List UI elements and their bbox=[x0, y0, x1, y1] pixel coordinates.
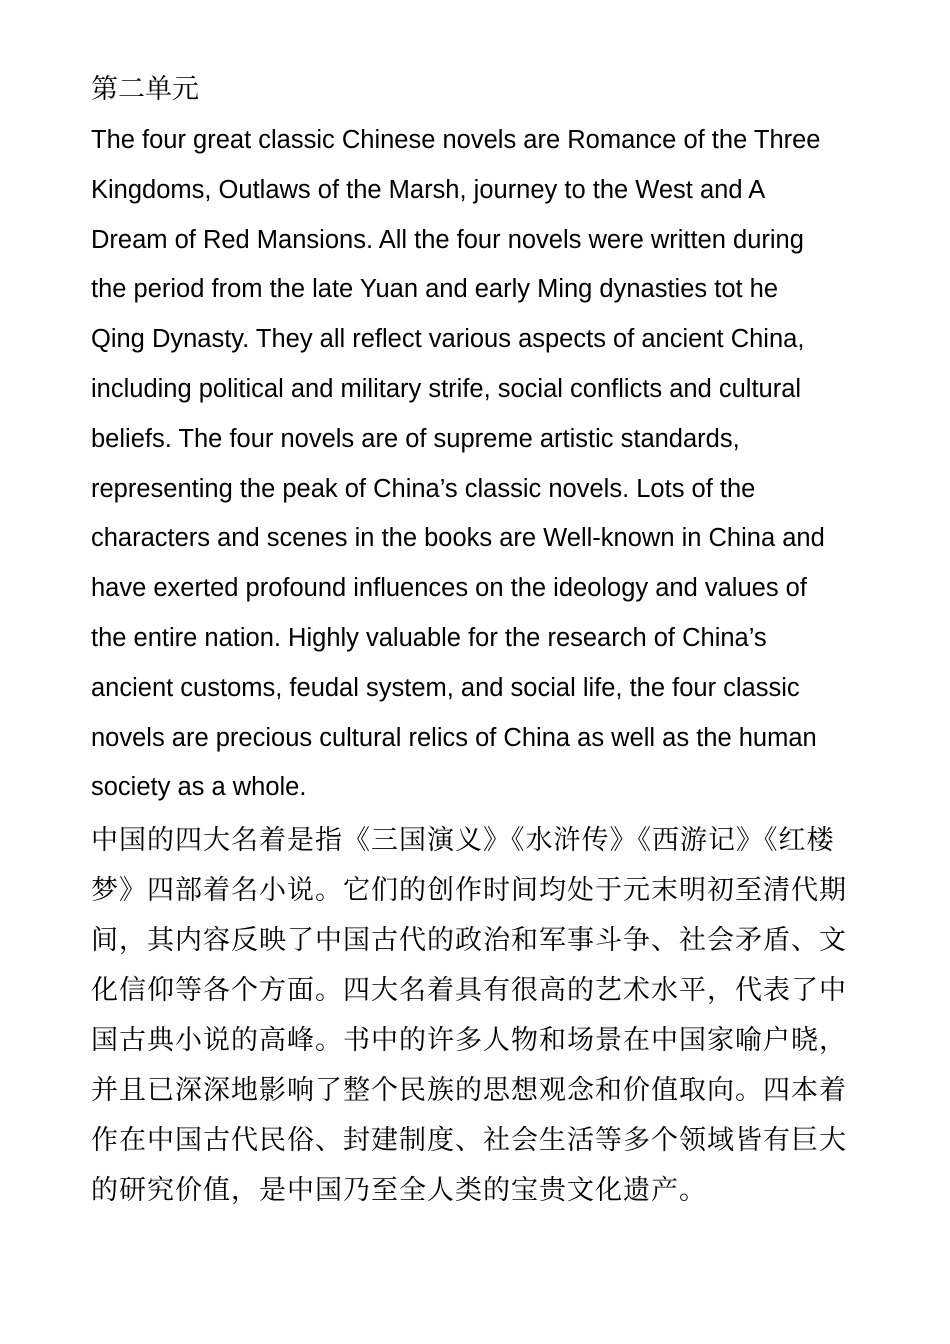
chinese-line: 作在中国古代民俗、封建制度、社会生活等多个领域皆有巨大 bbox=[91, 1125, 847, 1156]
english-line: the period from the late Yuan and early Ming dynasties tot he bbox=[91, 275, 779, 304]
chinese-line: 化信仰等各个方面。四大名着具有很高的艺术水平，代表了中 bbox=[91, 975, 847, 1006]
unit-title: 第二单元 bbox=[91, 74, 199, 105]
chinese-line: 梦》四部着名小说。它们的创作时间均处于元末明初至清代期 bbox=[91, 875, 847, 906]
english-line: beliefs. The four novels are of supreme artistic standards, bbox=[91, 424, 740, 453]
english-line: society as a whole. bbox=[91, 773, 307, 802]
chinese-paragraph bbox=[91, 816, 881, 1216]
chinese-line: 并且已深深地影响了整个民族的思想观念和价值取向。四本着 bbox=[91, 1075, 847, 1106]
english-line: representing the peak of China’s classic novels. Lots of the bbox=[91, 474, 756, 503]
chinese-line: 国古典小说的高峰。书中的许多人物和场景在中国家喻户晓， bbox=[91, 1025, 847, 1056]
english-line: novels are precious cultural relics of China as well as the human bbox=[91, 723, 817, 752]
chinese-line: 间，其内容反映了中国古代的政治和军事斗争、社会矛盾、文 bbox=[91, 925, 847, 956]
english-line: Kingdoms, Outlaws of the Marsh, journey to the West and A bbox=[91, 175, 766, 204]
chinese-line: 的研究价值，是中国乃至全人类的宝贵文化遗产。 bbox=[91, 1175, 707, 1206]
english-line: including political and military strife, social conflicts and cultural bbox=[91, 374, 802, 403]
chinese-line: 中国的四大名着是指《三国演义》《水浒传》《西游记》《红楼 bbox=[91, 825, 835, 856]
english-line: Qing Dynasty. They all reflect various aspects of ancient China, bbox=[91, 325, 805, 354]
english-line: ancient customs, feudal system, and social life, the four classic bbox=[91, 673, 800, 702]
english-line: characters and scenes in the books are Well-known in China and bbox=[91, 524, 825, 553]
english-line: have exerted profound influences on the ideology and values of bbox=[91, 574, 807, 603]
english-line: The four great classic Chinese novels are Romance of the Three bbox=[91, 126, 821, 154]
english-line: the entire nation. Highly valuable for the research of China’s bbox=[91, 623, 767, 652]
english-paragraph bbox=[91, 116, 891, 813]
english-line: Dream of Red Mansions. All the four novels were written during bbox=[91, 225, 804, 254]
